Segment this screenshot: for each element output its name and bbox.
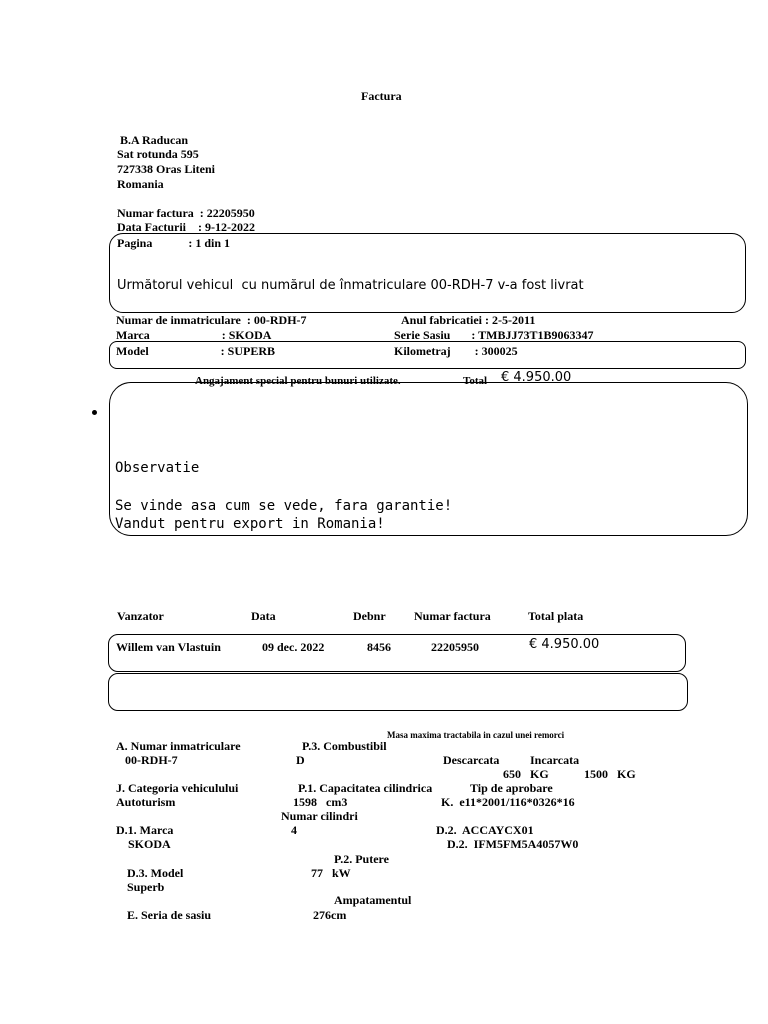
- spec-wheelbase-label: Ampatamentul: [334, 893, 412, 907]
- spec-cylinders-label: Numar cilindri: [281, 809, 358, 823]
- delivery-notice-box: [109, 233, 746, 313]
- vehicle-brand: Marca : SKODA: [116, 328, 272, 342]
- spec-approval-value: K. e11*2001/116*0326*16: [441, 795, 575, 809]
- spec-wheelbase-value: 276cm: [313, 908, 347, 922]
- delivery-notice: Următorul vehicul cu numărul de înmatriculare 00-RDH-7 v-a fost livrat: [117, 278, 584, 293]
- client-country: Romania: [117, 177, 164, 191]
- client-name: B.A Raducan: [120, 133, 189, 147]
- spec-a-label: A. Numar inmatriculare: [116, 739, 241, 753]
- invoice-date: Data Facturii : 9-12-2022: [117, 220, 255, 234]
- chassis-number: Serie Sasiu : TMBJJ73T1B9063347: [394, 328, 594, 342]
- spec-p3-value: D: [296, 753, 305, 767]
- spec-unloaded-label: Descarcata: [443, 753, 500, 767]
- total-value: € 4.950.00: [501, 370, 572, 385]
- registration-number: Numar de inmatriculare : 00-RDH-7: [116, 313, 307, 327]
- invoice-number: Numar factura : 22205950: [117, 206, 255, 220]
- row-invoice-number: 22205950: [431, 640, 479, 654]
- spec-p2-value: 77 kW: [311, 866, 351, 880]
- spec-d3-value: Superb: [127, 880, 165, 894]
- spec-p3-label: P.3. Combustibil: [302, 739, 387, 753]
- spec-approval-label: Tip de aprobare: [470, 781, 553, 795]
- row-debnr: 8456: [367, 640, 391, 654]
- observations-line-1: Se vinde asa cum se vede, fara garantie!: [115, 498, 453, 514]
- page-number: Pagina : 1 din 1: [117, 236, 231, 250]
- special-commitment: Angajament special pentru bunuri utilizate.: [195, 375, 401, 387]
- spec-p1-label: P.1. Capacitatea cilindrica: [298, 781, 433, 795]
- spec-p2-label: P.2. Putere: [334, 852, 389, 866]
- spec-a-value: 00-RDH-7: [125, 753, 178, 767]
- client-street: Sat rotunda 595: [117, 147, 199, 161]
- spec-loaded-label: Incarcata: [530, 753, 580, 767]
- header-seller: Vanzator: [117, 609, 164, 623]
- spec-d1-value: SKODA: [128, 837, 171, 851]
- manufacture-year: Anul fabricatiei : 2-5-2011: [401, 313, 536, 327]
- trailer-mass-title: Masa maxima tractabila in cazul unei remorci: [387, 730, 565, 740]
- observations-line-2: Vandut pentru export in Romania!: [115, 516, 385, 532]
- client-city: 727338 Oras Liteni: [117, 162, 215, 176]
- vehicle-model: Model : SUPERB: [116, 344, 275, 358]
- header-invoice-number: Numar factura: [414, 609, 491, 623]
- row-total: € 4.950.00: [529, 637, 600, 652]
- spec-j-value: Autoturism: [116, 795, 176, 809]
- bullet-icon: [92, 410, 97, 415]
- row-seller: Willem van Vlastuin: [116, 640, 221, 654]
- spec-j-label: J. Categoria vehiculului: [116, 781, 239, 795]
- header-debnr: Debnr: [353, 609, 386, 623]
- spec-e-label: E. Seria de sasiu: [127, 908, 212, 922]
- spec-d2-variant: D.2. IFM5FM5A4057W0: [447, 837, 579, 851]
- spec-cylinders-value: 4: [291, 823, 297, 837]
- total-label: Total: [463, 375, 488, 387]
- document-title: Factura: [361, 89, 402, 103]
- row-date: 09 dec. 2022: [262, 640, 325, 654]
- spec-d1-label: D.1. Marca: [116, 823, 174, 837]
- header-total: Total plata: [528, 609, 584, 623]
- mileage: Kilometraj : 300025: [394, 344, 518, 358]
- spec-p1-value: 1598 cm3: [293, 795, 348, 809]
- spec-d3-label: D.3. Model: [127, 866, 184, 880]
- empty-row-box: [108, 673, 688, 711]
- header-date: Data: [251, 609, 276, 623]
- spec-d2-type: D.2. ACCAYCX01: [436, 823, 534, 837]
- spec-unloaded-value: 650 KG: [503, 767, 549, 781]
- observations-heading: Observatie: [115, 460, 200, 476]
- spec-loaded-value: 1500 KG: [584, 767, 636, 781]
